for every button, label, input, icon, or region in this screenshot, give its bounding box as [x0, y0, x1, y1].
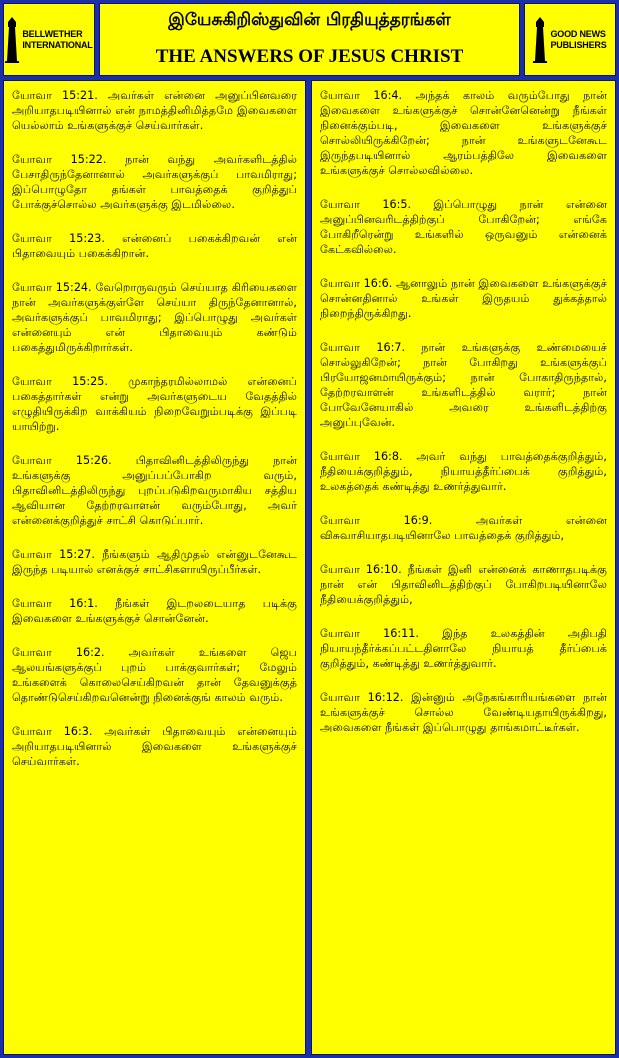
- verse-text: அவர்கள் என்னை விசுவாசியாதபடியினாலே பாவத்தைக் குறித்தும்,: [320, 514, 608, 542]
- verse-reference: யோவா 16:10.: [320, 563, 402, 576]
- verse-text: நான் வந்து அவர்களிடத்தில் பேசாதிருந்தேனானால் அவர்களுக்குப் பாவமிராது; இப்பொழுதோ தங்கள் பாவத்தைக் குறித்துப் போக்குச்சொல்ல அவர்களுக்கு இடமில்லை.: [12, 153, 297, 211]
- right-logo-line1: GOOD NEWS: [550, 28, 606, 39]
- verse-text: அவர்கள் உங்களை ஜெப ஆலயங்களுக்குப் புறம் பாக்குவார்கள்; மேலும் உங்களைக் கொலைசெய்கிறவன் தான் தேவனுக்குத் தொண்டுசெய்கிறவனென்று நினைக்குங் காலம் வரும்.: [12, 646, 297, 704]
- verse-paragraph: [12, 280, 297, 355]
- verse-text: இந்த உலகத்தின் அதிபதி நியாயந்தீர்க்கப்பட்டதினாலே நியாயத் தீர்ப்பைக் குறித்தும், கண்டித்து உணர்த்துவார்.: [320, 627, 607, 670]
- verse-paragraph: [12, 152, 297, 212]
- verse-text: நீங்கள் இனி என்னைக் காணாதபடிக்கு நான் என் பிதாவினிடத்திற்குப் போகிறபடியினாலே நீதியைக்குறித்தும்,: [320, 563, 607, 606]
- verse-reference: யோவா 15:22.: [12, 153, 107, 166]
- verse-reference: யோவா 16:7.: [320, 341, 406, 354]
- verse-text: பிதாவினிடத்திலிருந்து நான் உங்களுக்கு அனுப்பப்போகிற வரும், பிதாவினிடத்திலிருந்து புறப்படுகிறவருமாகிய சத்திய ஆவியான தேற்றரவாளன் வரும்போது, அவர் என்னைக்குறித்துச் சாட்சி கொடுப்பார்.: [12, 454, 297, 527]
- left-logo-line2: INTERNATIONAL: [22, 39, 93, 50]
- right-column: [311, 80, 616, 1055]
- verse-paragraph: [320, 197, 607, 257]
- verse-paragraph: [320, 340, 607, 430]
- verse-paragraph: [12, 88, 297, 133]
- verse-reference: யோவா 15:26.: [12, 454, 112, 467]
- verse-text: நீங்கள் இடறலடையாத படிக்கு இவைகளை உங்களுக்குச் சொன்னேன்.: [12, 597, 297, 625]
- verse-reference: யோவா 15:21.: [12, 89, 98, 102]
- verse-reference: யோவா 16:1.: [12, 597, 98, 610]
- verse-text: முகாந்தரமில்லாமல் என்னைப் பகைத்தார்கள் என்று அவர்களுடைய வேதத்தில் எழுதியிருக்கிற வாக்கியம் நிறைவேறும்படிக்கு இப்படி யாயிற்று.: [12, 375, 297, 433]
- verse-text: அவர் வந்து பாவத்தைக்குறித்தும், நீதியைக்குறித்தும், நியாயத்தீர்ப்பைக் குறித்தும், உலகத்தைக் கண்டித்து உணர்த்துவார்.: [320, 450, 607, 493]
- verse-reference: யோவா 15:27.: [12, 548, 95, 561]
- lighthouse-icon: [5, 17, 19, 63]
- verse-paragraph: [320, 562, 607, 607]
- verse-text: என்னைப் பகைக்கிறவன் என் பிதாவையும் பகைக்கிறான்.: [12, 232, 297, 260]
- verse-text: அந்தக் காலம் வரும்போது நான் இவைகளை உங்களுக்குச் சொன்னேனென்று நீங்கள் நினைக்கும்படி, இவைகளை உங்களுக்குச் சொல்லியிருக்கிறேன்; நான் உங்களுடனேகூட இருந்தபடியினால் ஆரம்பத்திலே இவைகளை உங்களுக்குச் சொல்லவில்லை.: [320, 89, 607, 177]
- verse-paragraph: [320, 88, 607, 178]
- verse-paragraph: [12, 547, 297, 577]
- bellwether-logo: [3, 3, 95, 76]
- right-logo-line2: PUBLISHERS: [550, 39, 607, 50]
- verse-reference: யோவா 16:12.: [320, 691, 404, 704]
- verse-text: இன்னும் அநேகங்காரியங்களை நான் உங்களுக்குச் சொல்ல வேண்டியதாயிருக்கிறது, அவைகளை நீங்கள் இப்பொழுது தாங்கமாட்டீர்கள்.: [320, 691, 607, 734]
- page-title-english: THE ANSWERS OF JESUS CHRIST: [155, 46, 464, 67]
- page-title-tamil: இயேசுகிறிஸ்துவின் பிரதியுத்தரங்கள்: [168, 10, 451, 30]
- verse-reference: யோவா 16:5.: [320, 198, 412, 211]
- verse-reference: யோவா 15:24.: [12, 281, 92, 294]
- verse-reference: யோவா 16:11.: [320, 627, 419, 640]
- verse-paragraph: [12, 596, 297, 626]
- good-news-logo: [524, 3, 616, 76]
- verse-text: அவர்கள் என்னை அனுப்பினவரை அறியாதபடியினால் என் நாமத்தினிமித்தமே இவைகளை யெல்லாம் உங்களுக்குச் செய்வார்கள்.: [12, 89, 297, 132]
- left-column: [3, 80, 306, 1055]
- verse-paragraph: [320, 449, 607, 494]
- verse-reference: யோவா 16:2.: [12, 646, 105, 659]
- verse-text: நான் உங்களுக்கு உண்மையைச் சொல்லுகிறேன்; நான் போகிறது உங்களுக்குப் பிரயோஜனமாயிருக்கும்; நான் போகாதிருந்தால், தேற்றரவாளன் உங்களிடத்தில் வரார்; நான் போவேனேயாகில் அவரை உங்களிடத்திற்கு அனுப்புவேன்.: [320, 341, 608, 429]
- verse-reference: யோவா 16:6.: [320, 277, 393, 290]
- verse-reference: யோவா 16:8.: [320, 450, 403, 463]
- verse-paragraph: [320, 626, 607, 671]
- verse-reference: யோவா 16:9.: [320, 514, 433, 527]
- verse-text: இப்பொழுது நான் என்னை அனுப்பினவரிடத்திற்குப் போகிறேன்; எங்கே போகிறீரென்று உங்களில் ஒருவனும் என்னைக் கேட்கவில்லை.: [320, 198, 607, 256]
- verse-paragraph: [12, 453, 297, 528]
- verse-reference: யோவா 15:23.: [12, 232, 105, 245]
- verse-paragraph: [12, 231, 297, 261]
- verse-paragraph: [320, 513, 607, 543]
- lighthouse-icon: [533, 17, 547, 63]
- verse-paragraph: [320, 276, 607, 321]
- title-box: [99, 3, 520, 76]
- verse-text: ஆனாலும் நான் இவைகளை உங்களுக்குச் சொன்னதினால் உங்கள் இருதயம் துக்கத்தால் நிறைந்திருக்கிறது.: [320, 277, 607, 320]
- verse-reference: யோவா 16:4.: [320, 89, 403, 102]
- verse-text: நீங்களும் ஆதிமுதல் என்னுடனேகூட இருந்த படியால் எனக்குச் சாட்சிகளாயிருப்பீர்கள்.: [12, 548, 297, 576]
- verse-paragraph: [12, 724, 297, 769]
- verse-paragraph: [12, 374, 297, 434]
- verse-paragraph: [320, 690, 607, 735]
- verse-text: அவர்கள் பிதாவையும் என்னையும் அறியாதபடியினால் இவைகளை உங்களுக்குச் செய்வார்கள்.: [12, 725, 297, 768]
- verse-paragraph: [12, 645, 297, 705]
- verse-text: வேறொருவரும் செய்யாத கிரியைகளை நான் அவர்களுக்குள்ளே செய்யா திருந்தேனானால், அவர்களுக்குப் பாவமிராது; இப்பொழுது அவர்கள் என்னையும் என் பிதாவையும் கண்டும் பகைத்துமிருக்கிறார்கள்.: [12, 281, 297, 354]
- verse-reference: யோவா 16:3.: [12, 725, 93, 738]
- verse-reference: யோவா 15:25.: [12, 375, 108, 388]
- left-logo-line1: BELLWETHER: [22, 28, 83, 39]
